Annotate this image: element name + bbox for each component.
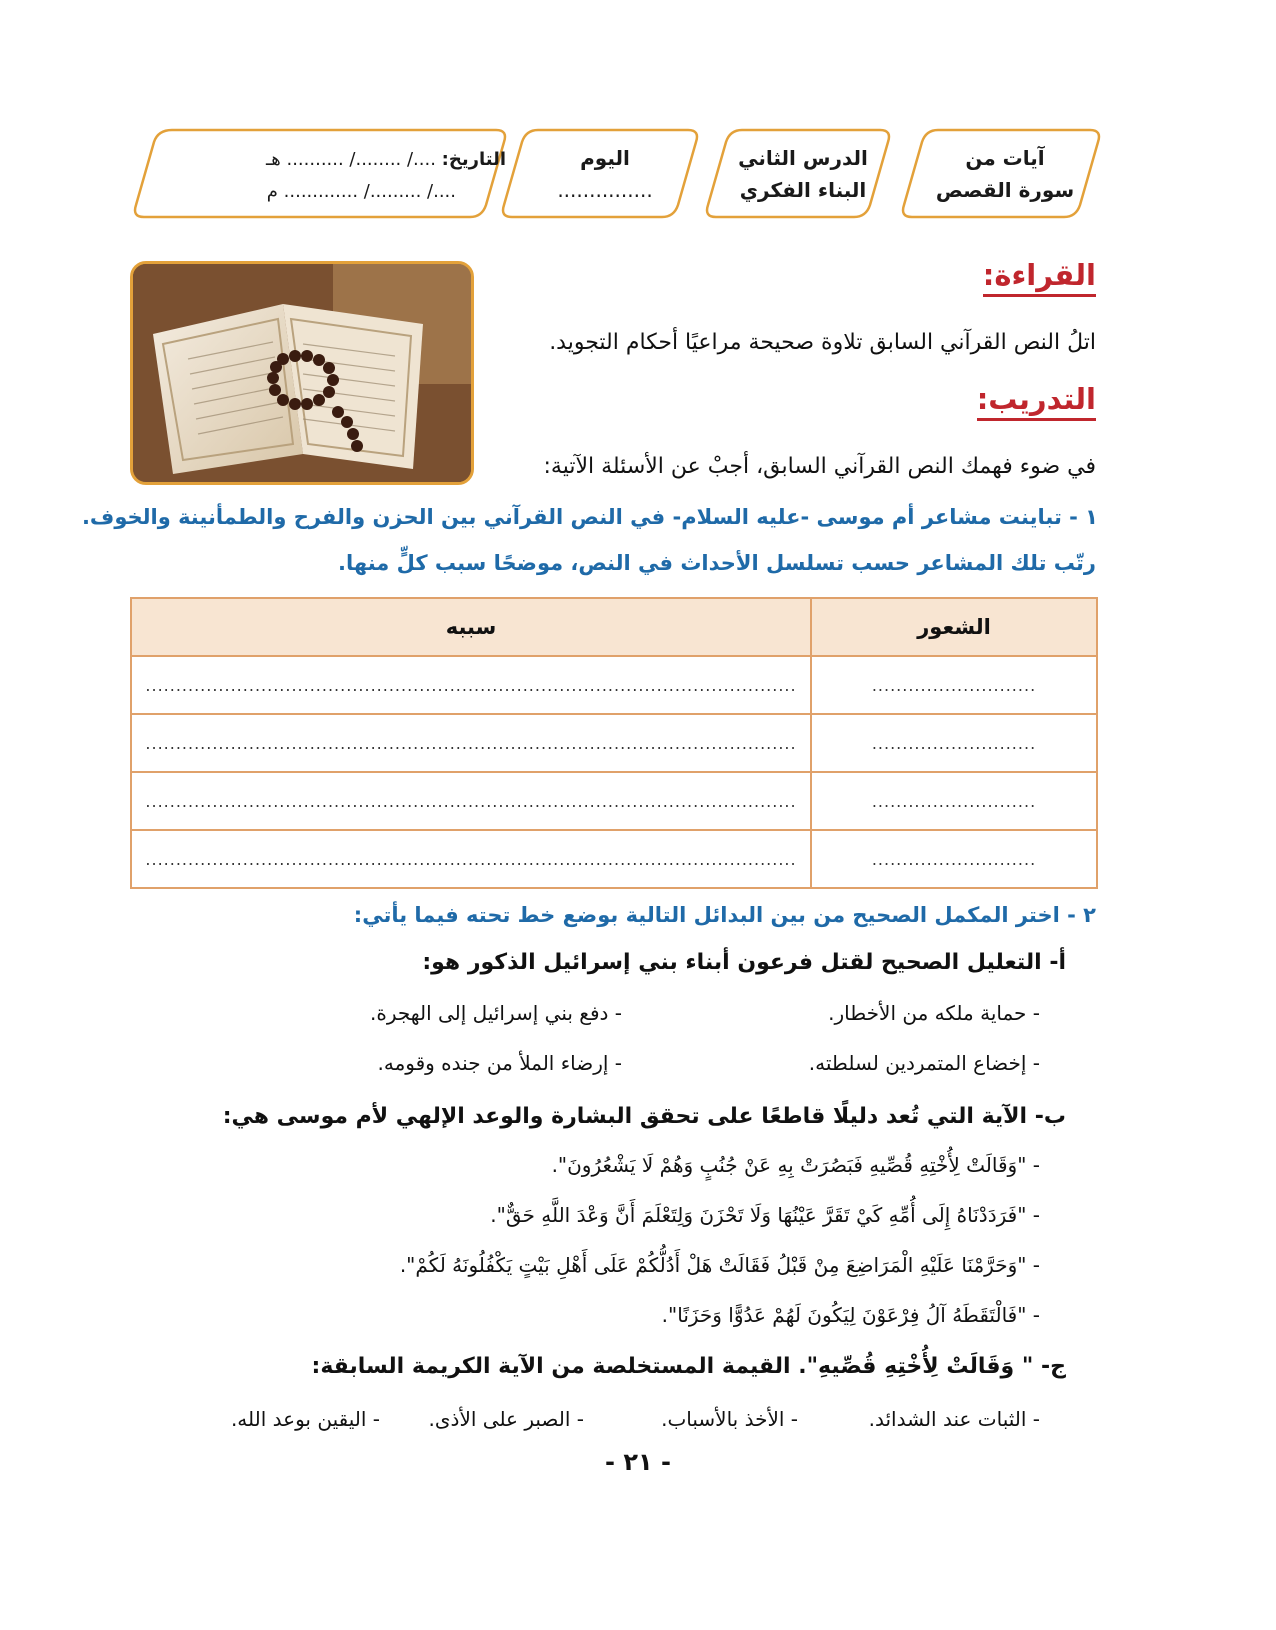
- q2a-option[interactable]: - إخضاع المتمردين لسلطته.: [808, 1051, 1040, 1075]
- table-row: [131, 656, 1097, 714]
- table-header-row: [131, 598, 1097, 656]
- feelings-table: [130, 597, 1098, 889]
- q2c-option[interactable]: - الثبات عند الشدائد.: [868, 1407, 1040, 1431]
- feeling-blank[interactable]: ...........................: [811, 656, 1097, 714]
- q2c-option[interactable]: - الأخذ بالأسباب.: [661, 1407, 798, 1431]
- reading-title-underline: [983, 294, 1096, 297]
- q2b-title: ب- الآية التي تُعد دليلًا قاطعًا على تحقق البشارة والوعد الإلهي لأم موسى هي:: [222, 1104, 1066, 1129]
- feeling-blank[interactable]: ...........................: [811, 830, 1097, 888]
- training-title-underline: [977, 418, 1096, 421]
- q2b-option[interactable]: - "فَالْتَقَطَهُ آلُ فِرْعَوْنَ لِيَكُونَ لَهُمْ عَدُوًّا وَحَزَنًا".: [661, 1303, 1040, 1327]
- q2-title: ٢ - اختر المكمل الصحيح من بين البدائل التالية بوضع خط تحته فيما يأتي:: [353, 903, 1096, 927]
- date-label: التاريخ:: [441, 149, 506, 170]
- q2a-title: أ- التعليل الصحيح لقتل فرعون أبناء بني إسرائيل الذكور هو:: [422, 950, 1066, 975]
- q2b-option[interactable]: - "وَحَرَّمْنَا عَلَيْهِ الْمَرَاضِعَ مِنْ قَبْلُ فَقَالَتْ هَلْ أَدُلُّكُمْ عَلَى أَهْلِ بَيْتٍ يَكْفُلُونَهُ لَكُمْ".: [399, 1253, 1040, 1277]
- reading-title: [983, 258, 1096, 297]
- table-row: [131, 714, 1097, 772]
- reason-blank[interactable]: ...........................................................................................................: [131, 830, 811, 888]
- tab-lesson-source-line2: سورة القصص: [935, 178, 1075, 202]
- tab-lesson-name-line2: البناء الفكري: [739, 178, 867, 202]
- q2b-option[interactable]: - "فَرَدَدْنَاهُ إِلَى أُمِّهِ كَيْ تَقَرَّ عَيْنُهَا وَلَا تَحْزَنَ وَلِتَعْلَمَ أَنَّ وَعْدَ اللَّهِ حَقٌّ".: [490, 1203, 1040, 1227]
- training-title: [977, 382, 1096, 421]
- quran-photo: [130, 261, 474, 485]
- training-intro: في ضوء فهمك النص القرآني السابق، أجبْ عن الأسئلة الآتية:: [543, 454, 1096, 479]
- q2a-option[interactable]: - دفع بني إسرائيل إلى الهجرة.: [369, 1001, 622, 1025]
- tab-lesson-source-line1: آيات من: [965, 146, 1045, 170]
- tab-day-blank[interactable]: ...............: [557, 178, 653, 202]
- tab-lesson-name-line1: الدرس الثاني: [738, 146, 868, 170]
- date-hijri-blank[interactable]: ..../ ......../ .......... هـ: [266, 149, 436, 170]
- date-greg-blank[interactable]: ..../ ........./ ............. م: [266, 181, 456, 202]
- reason-blank[interactable]: ...........................................................................................................: [131, 656, 811, 714]
- q2b-option[interactable]: - "وَقَالَتْ لِأُخْتِهِ قُصِّيهِ فَبَصُرَتْ بِهِ عَنْ جُنُبٍ وَهُمْ لَا يَشْعُرُونَ".: [551, 1153, 1040, 1177]
- training-title-text: التدريب:: [976, 382, 1096, 416]
- q2c-title: ج- " وَقَالَتْ لِأُخْتِهِ قُصِّيهِ". القيمة المستخلصة من الآية الكريمة السابقة:: [311, 1354, 1066, 1379]
- feeling-blank[interactable]: ...........................: [811, 714, 1097, 772]
- q1-line1: ١ - تباينت مشاعر أم موسى -عليه السلام- في النص القرآني بين الحزن والفرح والطمأنينة والخوف.: [81, 505, 1098, 529]
- col-feeling-header: الشعور: [811, 598, 1097, 656]
- reading-instruction: اتلُ النص القرآني السابق تلاوة صحيحة مراعيًا أحكام التجويد.: [549, 330, 1096, 355]
- tab-day: [522, 142, 688, 206]
- q2a-option[interactable]: - إرضاء الملأ من جنده وقومه.: [377, 1051, 622, 1075]
- q2c-option[interactable]: - الصبر على الأذى.: [428, 1407, 584, 1431]
- table-row: [131, 830, 1097, 888]
- tab-lesson-source: [920, 142, 1090, 206]
- quran-illustration: [133, 264, 471, 482]
- reason-blank[interactable]: ...........................................................................................................: [131, 714, 811, 772]
- col-reason-header: سببه: [131, 598, 811, 656]
- q2a-option[interactable]: - حماية ملكه من الأخطار.: [828, 1001, 1040, 1025]
- table-row: [131, 772, 1097, 830]
- tab-day-label: اليوم: [580, 146, 630, 170]
- reason-blank[interactable]: ...........................................................................................................: [131, 772, 811, 830]
- tab-lesson-name: [722, 142, 884, 206]
- q1-line2: رتّب تلك المشاعر حسب تسلسل الأحداث في النص، موضحًا سبب كلٍّ منها.: [337, 551, 1096, 575]
- date-field[interactable]: [266, 145, 506, 175]
- q2c-option[interactable]: - اليقين بوعد الله.: [230, 1407, 380, 1431]
- page-number: - ٢١ -: [605, 1448, 671, 1476]
- reading-title-text: القراءة:: [982, 258, 1096, 292]
- feeling-blank[interactable]: ...........................: [811, 772, 1097, 830]
